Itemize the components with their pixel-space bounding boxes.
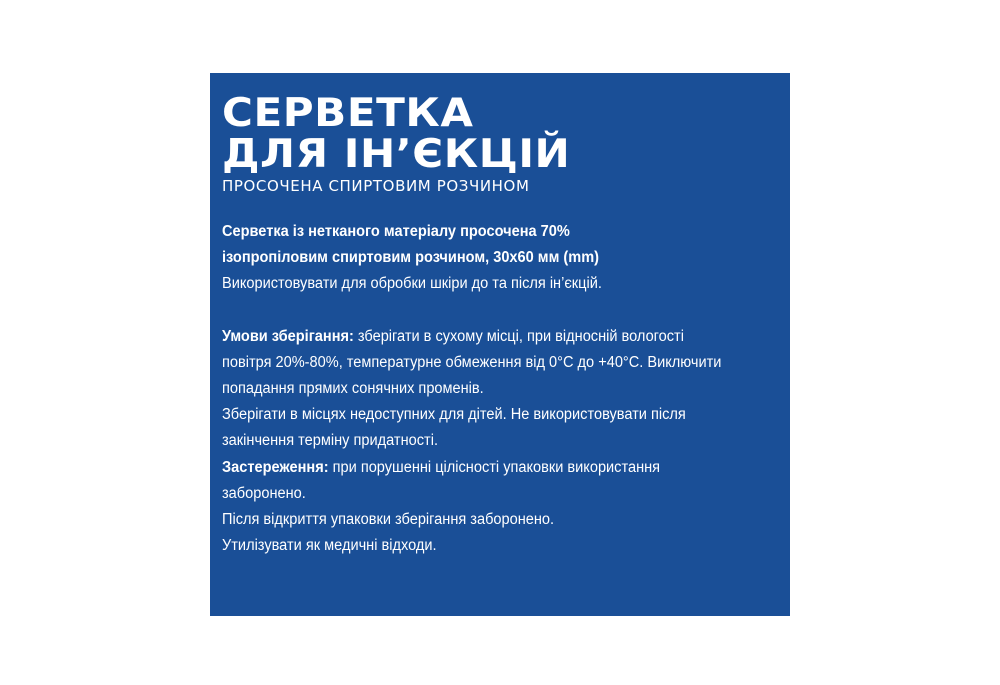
storage-line-2: повітря 20%-80%, температурне обмеження від 0°С до +40°С. Виключити (222, 353, 722, 371)
description-line-2: ізопропіловим спиртовим розчином, 30x60 мм (mm) (222, 249, 600, 267)
product-title-line-1: СЕРВЕТКА (222, 91, 474, 136)
product-title-line-2: ДЛЯ ІН’ЄКЦІЙ (222, 132, 571, 177)
warnings-label: Застереження: (222, 458, 329, 476)
storage-line-3: попадання прямих сонячних променів. (222, 380, 484, 398)
description-line-1: Серветка із нетканого матеріалу просочена 70% (222, 223, 570, 240)
product-label-panel (210, 73, 790, 616)
warnings-text-1: при порушенні цілісності упаковки використання (328, 458, 661, 476)
storage-label: Умови зберігання: (222, 327, 354, 345)
product-description-block (222, 219, 777, 559)
warnings-line-3: Після відкриття упаковки зберігання заборонено. (222, 511, 555, 529)
warnings-line-4: Утилізувати як медичні відходи. (222, 537, 437, 555)
product-subtitle: ПРОСОЧЕНА СПИРТОВИМ РОЗЧИНОМ (222, 177, 530, 195)
storage-line-1 (222, 324, 777, 350)
warnings-line-2: заборонено. (222, 484, 306, 502)
description-line-3: Використовувати для обробки шкіри до та після ін’єкцій. (222, 275, 602, 293)
paragraph-spacer (222, 298, 777, 324)
storage-line-4: Зберігати в місцях недоступних для дітей. Не використовувати після (222, 406, 686, 424)
warnings-line-1 (222, 455, 777, 481)
storage-line-5: закінчення терміну придатності. (222, 432, 439, 450)
storage-text-1: зберігати в сухому місці, при відносній вологості (353, 327, 684, 345)
